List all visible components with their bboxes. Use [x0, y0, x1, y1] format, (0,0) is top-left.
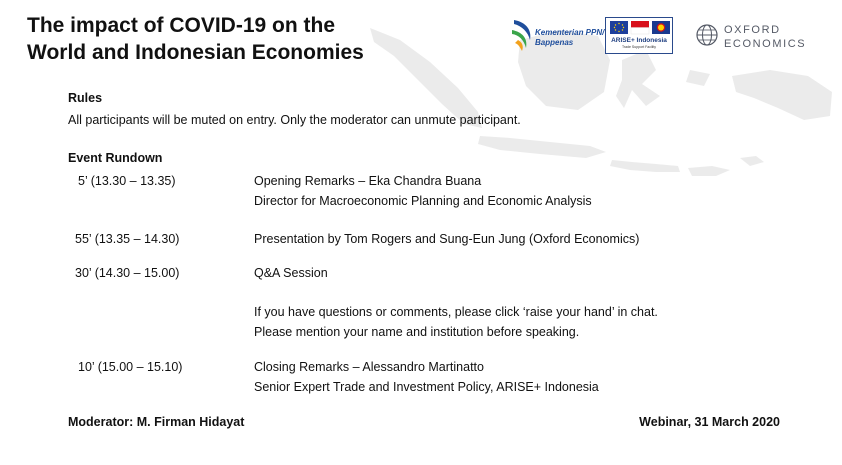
- slide-title: [27, 12, 387, 66]
- rundown-item-opening: [254, 171, 592, 211]
- flags-icon: [610, 21, 670, 35]
- rundown-item-line: If you have questions or comments, please click ‘raise your hand’ in chat.: [254, 305, 658, 319]
- bappenas-logo: [510, 18, 605, 56]
- rundown-item-line: Please mention your name and institution before speaking.: [254, 325, 580, 339]
- rundown-time-opening: 5’ (13.30 – 13.35): [78, 174, 176, 188]
- rules-heading: Rules: [68, 91, 103, 105]
- rundown-item-line: Closing Remarks – Alessandro Martinatto: [254, 360, 484, 374]
- oxford-economics-logo: [696, 22, 808, 52]
- rundown-item-qa: [254, 263, 328, 283]
- rundown-item-qa-note: [254, 302, 658, 342]
- arise-logo-subtitle: Trade Support Facility: [621, 45, 657, 49]
- rundown-time-qa: 30’ (14.30 – 15.00): [75, 266, 180, 280]
- rundown-item-line: Presentation by Tom Rogers and Sung-Eun Jung (Oxford Economics): [254, 232, 640, 246]
- oxford-logo-line-2: ECONOMICS: [724, 38, 807, 50]
- rundown-item-line: Opening Remarks – Eka Chandra Buana: [254, 174, 482, 188]
- slide-title-line-2: World and Indonesian Economies: [27, 41, 364, 64]
- rundown-item-line: Q&A Session: [254, 266, 328, 280]
- bappenas-logo-line-2: Bappenas: [535, 38, 574, 47]
- webinar-date-label: Webinar, 31 March 2020: [639, 415, 780, 429]
- oxford-logo-line-1: OXFORD: [724, 24, 781, 36]
- rundown-heading: Event Rundown: [68, 151, 163, 165]
- rundown-item-presentation: [254, 229, 639, 249]
- bappenas-emblem-icon: [510, 18, 534, 52]
- rundown-time-closing: 10’ (15.00 – 15.10): [78, 360, 183, 374]
- globe-icon: [696, 24, 718, 46]
- rundown-item-closing: [254, 357, 599, 397]
- bappenas-logo-text: [535, 28, 604, 48]
- rules-text: All participants will be muted on entry. Only the moderator can unmute participant.: [68, 113, 521, 127]
- rundown-item-line: Senior Expert Trade and Investment Policy, ARISE+ Indonesia: [254, 380, 599, 394]
- bappenas-logo-line-1: Kementerian PPN/: [535, 28, 605, 37]
- moderator-label: Moderator: M. Firman Hidayat: [68, 415, 245, 429]
- rundown-item-line: Director for Macroeconomic Planning and Economic Analysis: [254, 194, 592, 208]
- arise-indonesia-logo: [605, 17, 673, 54]
- rundown-time-presentation: 55’ (13.35 – 14.30): [75, 232, 180, 246]
- arise-logo-name: ARISE+ Indonesia: [611, 37, 667, 44]
- slide-title-line-1: The impact of COVID-19 on the: [27, 14, 336, 37]
